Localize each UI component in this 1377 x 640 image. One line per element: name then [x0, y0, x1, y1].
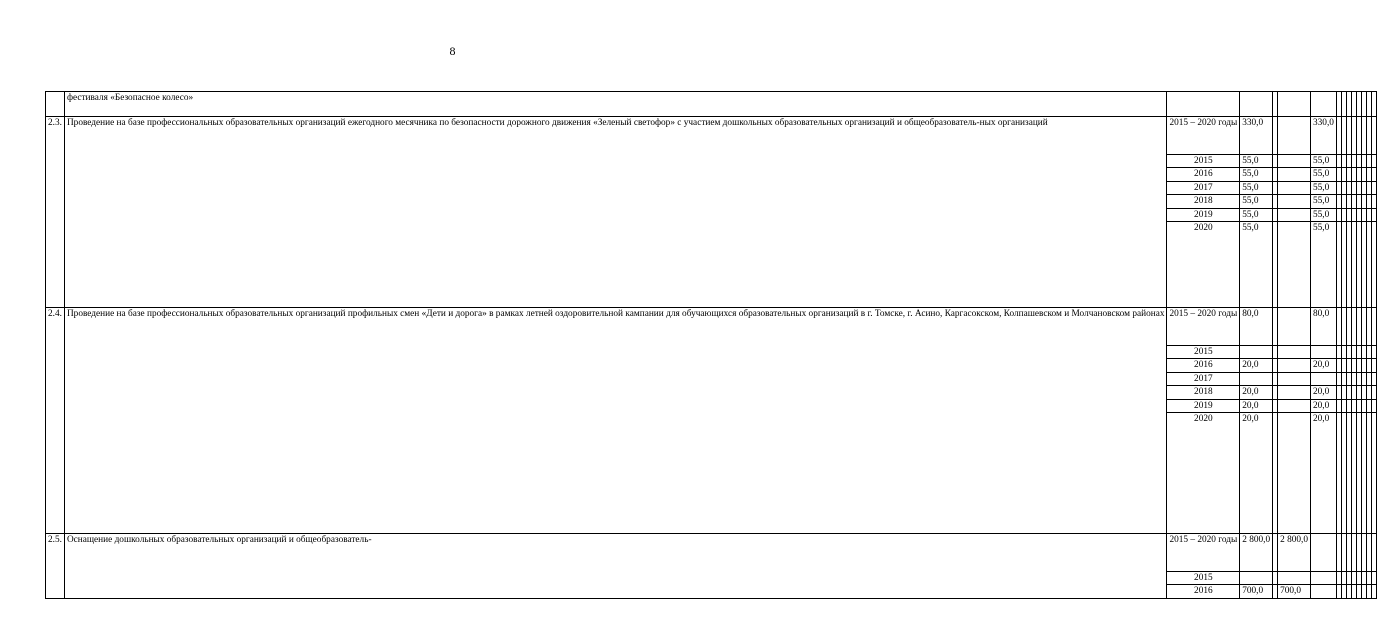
source-value: 2 800,0 — [1278, 534, 1311, 572]
total-value: 55,0 — [1240, 195, 1273, 208]
year-cell: 2020 — [1167, 413, 1240, 534]
year-cell: 2018 — [1167, 195, 1240, 208]
page-number: 8 — [449, 44, 456, 58]
source-value: 80,0 — [1311, 308, 1337, 346]
table-row — [46, 117, 1377, 155]
total-value: 55,0 — [1240, 222, 1273, 308]
year-cell: 2019 — [1167, 208, 1240, 221]
source-value — [1278, 572, 1311, 585]
year-cell: 2017 — [1167, 372, 1240, 385]
year-cell: 2016 — [1167, 359, 1240, 372]
total-value: 700,0 — [1240, 585, 1273, 598]
total-value: 55,0 — [1240, 155, 1273, 168]
row-index: 2.4. — [46, 308, 65, 534]
total-value: 20,0 — [1240, 413, 1273, 534]
source-value — [1311, 372, 1337, 385]
total-value: 55,0 — [1240, 208, 1273, 221]
total-value: 2 800,0 — [1240, 534, 1273, 572]
period-cell: 2015 – 2020 годы — [1167, 534, 1240, 572]
period-cell: 2015 – 2020 годы — [1167, 308, 1240, 346]
source-value — [1311, 346, 1337, 359]
period-cell: 2015 – 2020 годы — [1167, 117, 1240, 155]
source-value: 55,0 — [1311, 155, 1337, 168]
source-value: 55,0 — [1311, 168, 1337, 181]
year-cell: 2019 — [1167, 399, 1240, 412]
total-value — [1240, 572, 1273, 585]
total-value — [1240, 346, 1273, 359]
activity-description: Оснащение дошкольных образовательных организаций и общеобразователь- — [64, 534, 1167, 599]
source-value: 55,0 — [1311, 181, 1337, 194]
table-row — [46, 534, 1377, 572]
source-value: 330,0 — [1311, 117, 1337, 155]
total-value: 330,0 — [1240, 117, 1273, 155]
year-cell: 2015 — [1167, 572, 1240, 585]
source-value: 20,0 — [1311, 386, 1337, 399]
table-row — [46, 92, 1377, 117]
source-value: 55,0 — [1311, 222, 1337, 308]
year-cell: 2018 — [1167, 386, 1240, 399]
year-cell: 2016 — [1167, 585, 1240, 598]
total-value: 55,0 — [1240, 168, 1273, 181]
row-index: 2.3. — [46, 117, 65, 308]
row-index: 2.5. — [46, 534, 65, 599]
total-value: 55,0 — [1240, 181, 1273, 194]
year-cell: 2015 — [1167, 155, 1240, 168]
program-activities-table — [45, 91, 1377, 599]
source-value: 20,0 — [1311, 359, 1337, 372]
source-value: 700,0 — [1278, 585, 1311, 598]
year-cell: 2020 — [1167, 222, 1240, 308]
activity-description: Проведение на базе профессиональных образовательных организаций профильных смен «Дети и дорога» в рамках летней оздоровительной кампании для обучающихся образовательных организаций в г. Томске, г. Асино, Каргасокском, Колпашевском и Молчановском районах — [64, 308, 1167, 534]
source-value: 20,0 — [1311, 413, 1337, 534]
total-value: 20,0 — [1240, 359, 1273, 372]
source-value: 20,0 — [1311, 399, 1337, 412]
table-row — [46, 308, 1377, 346]
year-cell: 2016 — [1167, 168, 1240, 181]
activity-description: фестиваля «Безопасное колесо» — [64, 92, 1167, 117]
year-cell: 2015 — [1167, 346, 1240, 359]
total-value: 20,0 — [1240, 399, 1273, 412]
source-value: 55,0 — [1311, 195, 1337, 208]
total-value: 20,0 — [1240, 386, 1273, 399]
total-value — [1240, 372, 1273, 385]
year-cell: 2017 — [1167, 181, 1240, 194]
source-value: 55,0 — [1311, 208, 1337, 221]
total-value: 80,0 — [1240, 308, 1273, 346]
activity-description: Проведение на базе профессиональных образовательных организаций ежегодного месячника по безопасности дорожного движения «Зеленый светофор» с участием дошкольных образовательных организаций и общеобразователь-ных организаций — [64, 117, 1167, 308]
